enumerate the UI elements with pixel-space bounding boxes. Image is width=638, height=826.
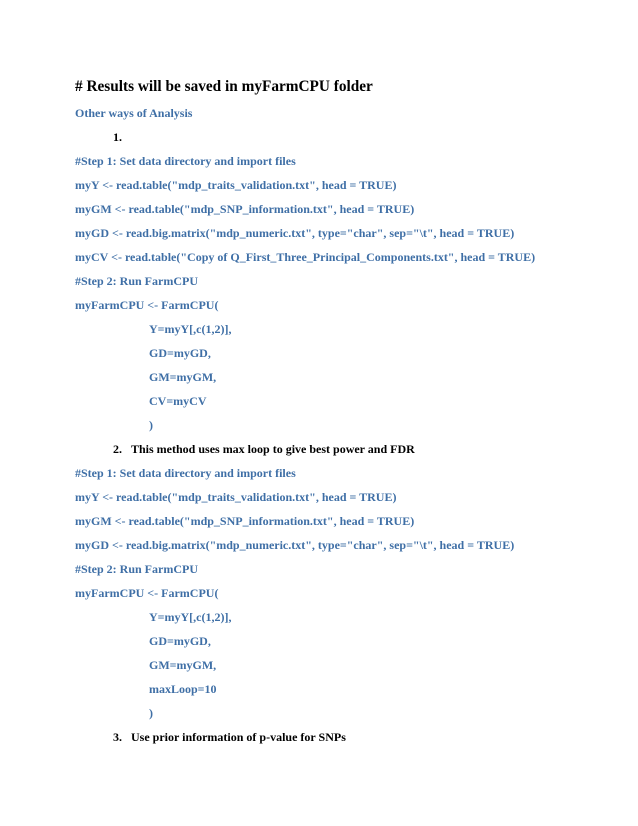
code-line: myGD <- read.big.matrix("mdp_numeric.txt", type="char", sep="\t", head = TRUE) <box>75 226 515 240</box>
code-arg-line: ) <box>149 418 153 432</box>
code-arg-line: ) <box>149 706 153 720</box>
code-arg-line: Y=myY[,c(1,2)], <box>149 322 232 336</box>
code-line: #Step 2: Run FarmCPU <box>75 274 198 288</box>
code-arg-line: Y=myY[,c(1,2)], <box>149 610 232 624</box>
code-arg-line: GD=myGD, <box>149 346 211 360</box>
section-number: 3. <box>113 730 122 744</box>
code-line: myGD <- read.big.matrix("mdp_numeric.txt", type="char", sep="\t", head = TRUE) <box>75 538 515 552</box>
code-line: myFarmCPU <- FarmCPU( <box>75 586 219 600</box>
section-2-title <box>113 442 415 456</box>
code-line: myGM <- read.table("mdp_SNP_information.txt", head = TRUE) <box>75 514 415 528</box>
code-line: myCV <- read.table("Copy of Q_First_Three_Principal_Components.txt", head = TRUE) <box>75 250 536 264</box>
section-1-title <box>113 130 131 144</box>
code-line: #Step 2: Run FarmCPU <box>75 562 198 576</box>
code-arg-line: CV=myCV <box>149 394 207 408</box>
section-title: This method uses max loop to give best power and FDR <box>131 442 415 456</box>
code-line: #Step 1: Set data directory and import files <box>75 466 296 480</box>
section-title: Use prior information of p-value for SNPs <box>131 730 346 744</box>
section-3-title <box>113 730 346 744</box>
code-arg-line: GM=myGM, <box>149 370 217 384</box>
code-line: myY <- read.table("mdp_traits_validation.txt", head = TRUE) <box>75 490 397 504</box>
code-line: myY <- read.table("mdp_traits_validation.txt", head = TRUE) <box>75 178 397 192</box>
code-line: myGM <- read.table("mdp_SNP_information.txt", head = TRUE) <box>75 202 415 216</box>
code-line: myFarmCPU <- FarmCPU( <box>75 298 219 312</box>
code-arg-line: GD=myGD, <box>149 634 211 648</box>
other-ways-label: Other ways of Analysis <box>75 106 193 120</box>
page-heading: # Results will be saved in myFarmCPU folder <box>75 78 373 95</box>
code-line: #Step 1: Set data directory and import files <box>75 154 296 168</box>
code-arg-line: GM=myGM, <box>149 658 217 672</box>
section-number: 2. <box>113 442 122 456</box>
section-number: 1. <box>113 130 122 144</box>
code-arg-line: maxLoop=10 <box>149 682 217 696</box>
